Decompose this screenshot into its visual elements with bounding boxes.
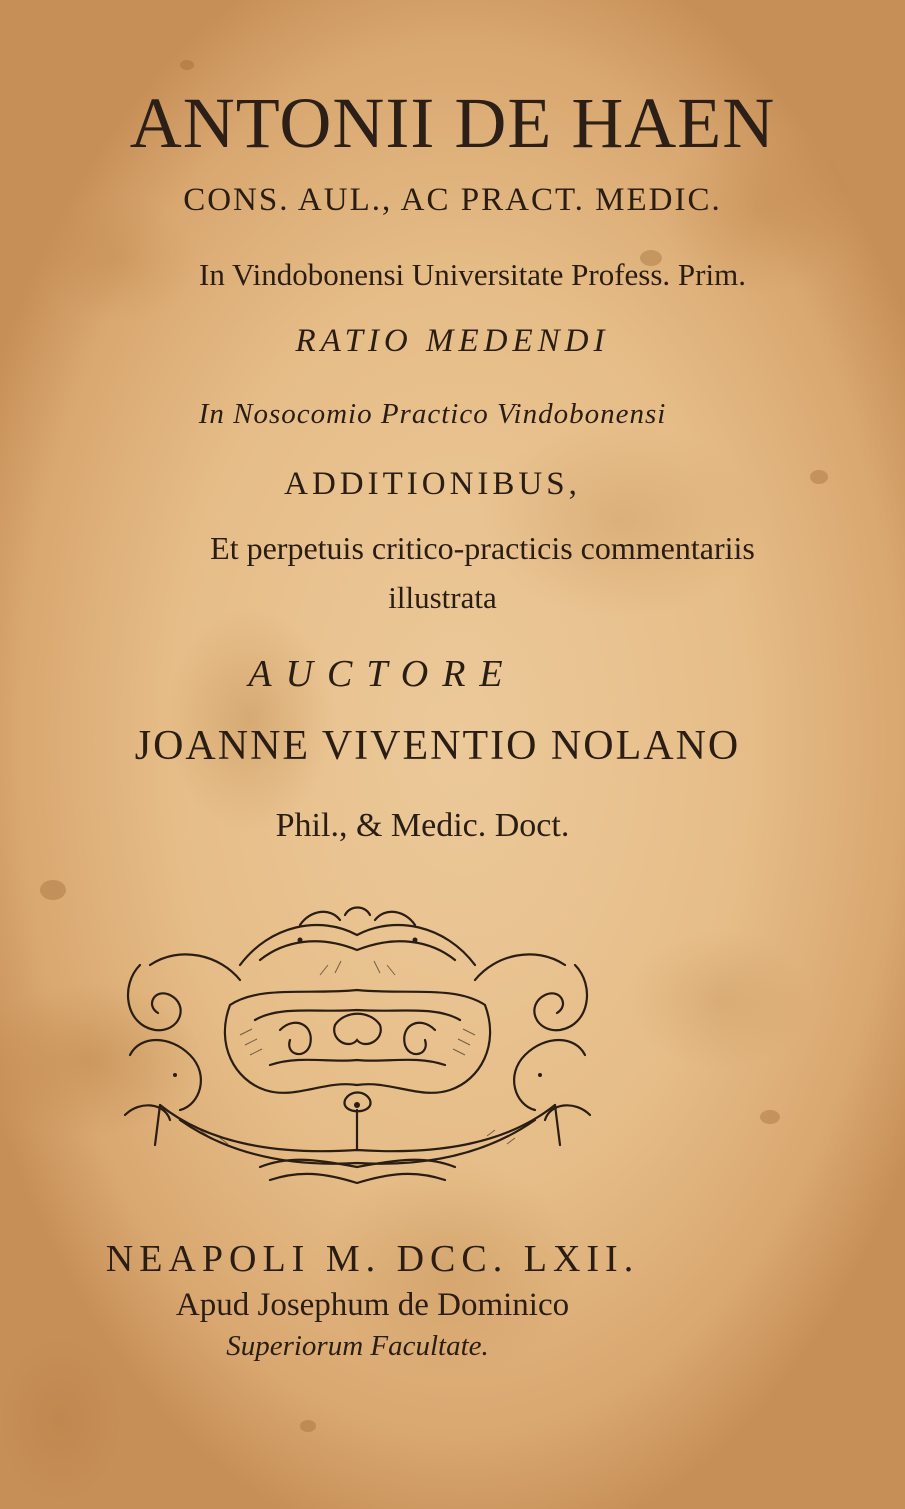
- work-title: RATIO MEDENDI: [295, 323, 610, 359]
- commentary-line-2: illustrata: [388, 580, 497, 615]
- foxing-stain: [180, 60, 194, 70]
- imprint-place-date: NEAPOLI M. DCC. LXII.: [105, 1238, 640, 1280]
- imprint-printer: Apud Josephum de Dominico: [175, 1287, 570, 1323]
- foxing-stain: [300, 1420, 316, 1432]
- commentary-line-1: Et perpetuis critico-practicis commentariis: [210, 530, 755, 566]
- auctore-label: AUCTORE: [248, 653, 517, 695]
- university-line: In Vindobonensi Universitate Profess. Prim.: [199, 257, 746, 292]
- printers-ornament-icon: [120, 905, 595, 1195]
- foxing-stain: [760, 1110, 780, 1124]
- editor-name: JOANNE VIVENTIO NOLANO: [134, 723, 741, 769]
- location-line: In Nosocomio Practico Vindobonensi: [198, 398, 667, 430]
- author-titles: CONS. AUL., AC PRACT. MEDIC.: [183, 182, 722, 218]
- foxing-stain: [40, 880, 66, 900]
- additions-line: ADDITIONIBUS,: [284, 466, 581, 502]
- imprint-permission: Superiorum Facultate.: [226, 1330, 489, 1362]
- author-name: ANTONII DE HAEN: [129, 83, 776, 163]
- editor-degrees: Phil., & Medic. Doct.: [275, 807, 570, 844]
